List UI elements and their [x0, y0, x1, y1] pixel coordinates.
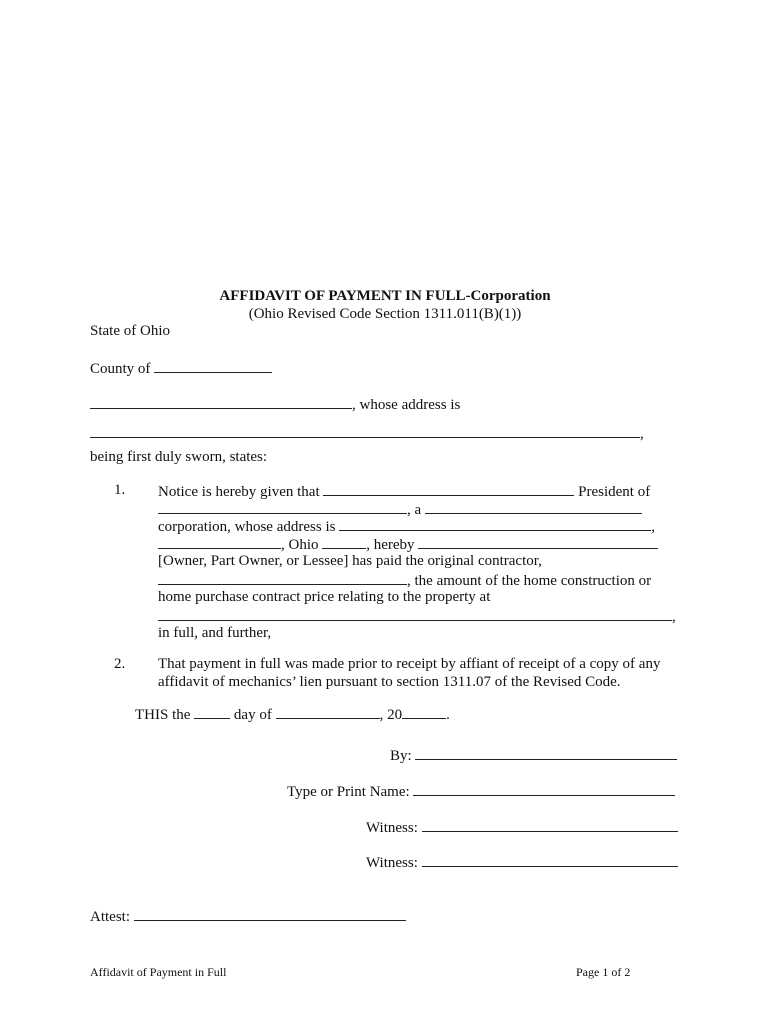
county-label: County of — [90, 361, 151, 377]
owner-type-blank[interactable] — [418, 534, 658, 549]
footer-page-number: Page 1 of 2 — [576, 965, 631, 979]
attest-line — [90, 906, 406, 926]
corp-address-text: corporation, whose address is — [158, 519, 336, 535]
city-blank[interactable] — [158, 534, 281, 549]
corp-address-comma: , — [651, 519, 655, 535]
president-of-text: President of — [578, 484, 651, 500]
affiant-line — [90, 394, 460, 414]
item1-line6 — [158, 570, 651, 590]
print-name-blank[interactable] — [413, 781, 675, 796]
month-blank[interactable] — [276, 704, 380, 719]
notice-text: Notice is hereby given that — [158, 484, 320, 500]
witness1-blank[interactable] — [422, 817, 678, 832]
a-text: , a — [407, 502, 422, 518]
by-label: By: — [390, 748, 412, 764]
affiant-address-blank[interactable] — [90, 423, 640, 438]
property-address-blank[interactable] — [158, 606, 672, 621]
year-prefix: , 20 — [379, 707, 403, 723]
property-comma: , — [672, 609, 676, 625]
day-blank[interactable] — [194, 704, 230, 719]
item1-line4 — [158, 534, 658, 554]
zip-blank[interactable] — [322, 534, 366, 549]
witness2-blank[interactable] — [422, 852, 678, 867]
print-name-label: Type or Print Name: — [287, 784, 410, 800]
item2-line2: affidavit of mechanics’ lien pursuant to section 1311.07 of the Revised Code. — [158, 674, 621, 690]
item1-line9: in full, and further, — [158, 625, 272, 641]
attest-label: Attest: — [90, 909, 130, 925]
state-line: State of Ohio — [90, 323, 170, 339]
item1-line3 — [158, 516, 655, 536]
date-line — [135, 704, 450, 724]
corporation-type-blank[interactable] — [425, 499, 642, 514]
by-line — [390, 745, 677, 765]
witness1-line — [366, 817, 678, 837]
print-name-line — [287, 781, 675, 801]
item1-line8 — [158, 606, 676, 626]
document-subtitle: (Ohio Revised Code Section 1311.011(B)(1)) — [248, 306, 522, 322]
affiant-address-line — [90, 423, 644, 443]
county-blank[interactable] — [154, 358, 272, 373]
corporation-name-blank[interactable] — [158, 499, 407, 514]
witness1-label: Witness: — [366, 820, 418, 836]
address-intro: , whose address is — [352, 397, 461, 413]
document-title: AFFIDAVIT OF PAYMENT IN FULL-Corporation — [219, 288, 551, 304]
ohio-text: , Ohio — [281, 537, 319, 553]
attest-blank[interactable] — [134, 906, 406, 921]
year-blank[interactable] — [402, 704, 446, 719]
item1-line7: home purchase contract price relating to the property at — [158, 589, 491, 605]
hereby-text: , hereby — [366, 537, 415, 553]
affiant-name-blank[interactable] — [90, 394, 352, 409]
contractor-name-blank[interactable] — [158, 570, 407, 585]
by-signature-blank[interactable] — [415, 745, 677, 760]
item2-line1: That payment in full was made prior to receipt by affiant of receipt of a copy of any — [158, 656, 661, 672]
president-name-blank[interactable] — [323, 481, 574, 496]
witness2-line — [366, 852, 678, 872]
item1-line1 — [158, 481, 650, 501]
this-the-text: THIS the — [135, 707, 191, 723]
corporation-address-blank[interactable] — [339, 516, 651, 531]
county-line — [90, 358, 272, 378]
address-comma: , — [640, 426, 644, 442]
item2-number: 2. — [114, 656, 126, 672]
item1-line5: [Owner, Part Owner, or Lessee] has paid the original contractor, — [158, 553, 542, 569]
amount-text: , the amount of the home construction or — [407, 573, 652, 589]
witness2-label: Witness: — [366, 855, 418, 871]
item1-number: 1. — [114, 482, 126, 498]
footer-left: Affidavit of Payment in Full — [90, 965, 227, 979]
day-of-text: day of — [233, 707, 272, 723]
sworn-line: being first duly sworn, states: — [90, 449, 268, 465]
date-period: . — [446, 707, 450, 723]
